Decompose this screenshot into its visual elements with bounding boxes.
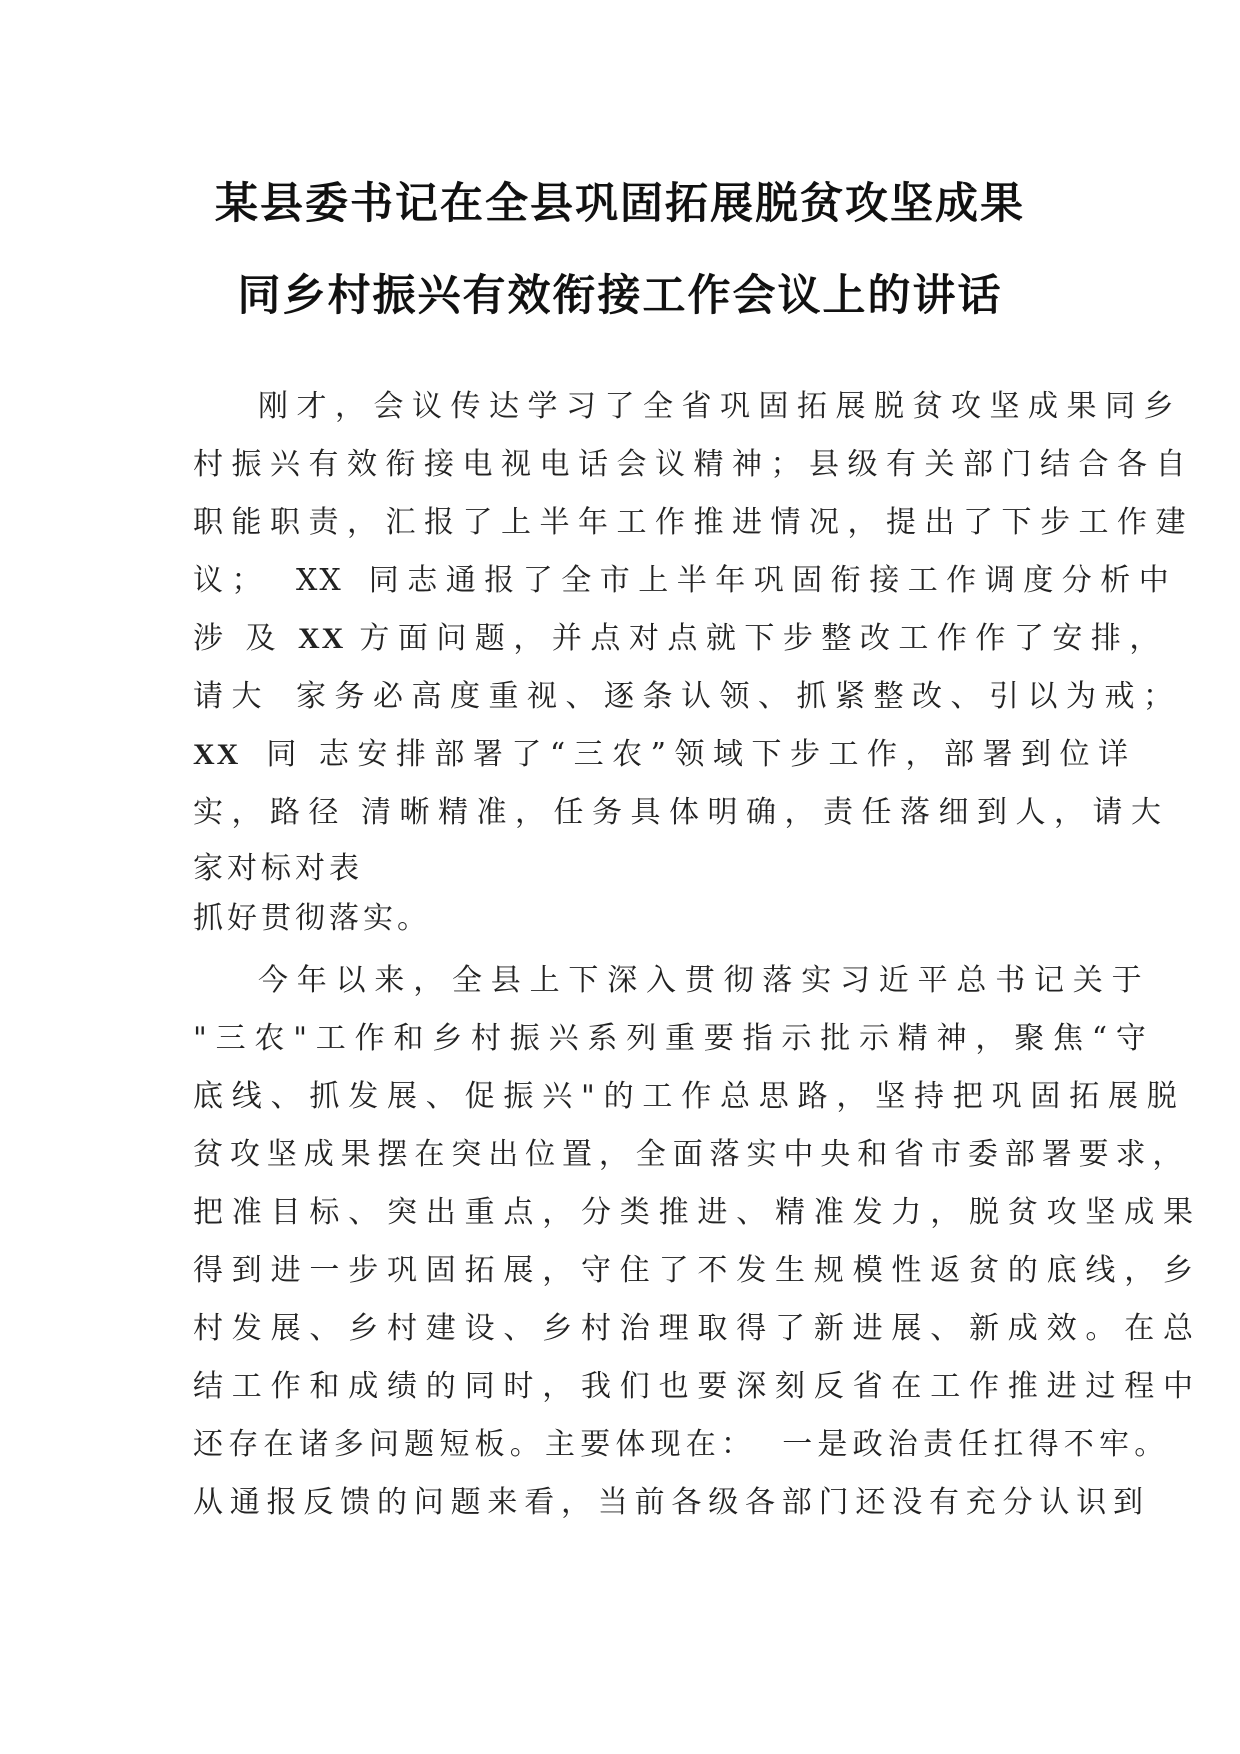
paragraph-1-line-6 [193, 671, 1182, 715]
paragraph-2-line-2: "三农"工作和乡村振兴系列重要指示批示精神，聚焦“守 [193, 1021, 1155, 1056]
paragraph-2-line-8: 结工作和成绩的同时，我们也要深刻反省在工作推进过程中 [193, 1369, 1202, 1404]
line-4-text-a: 议； [193, 563, 270, 598]
paragraph-1-line-2: 村振兴有效衔接电视电话会议精神；县级有关部门结合各自 [193, 447, 1194, 482]
line-9-text-a: 还存在诸多问题短板。主要体现在： [193, 1427, 757, 1462]
paragraph-1-line-4 [193, 555, 1177, 599]
line-6-text-b: 家务必高度重视、逐条认领、抓紧整改、引以为戒； [296, 679, 1182, 714]
line-6-text-a: 请大 [193, 679, 270, 714]
document-title-line-1: 某县委书记在全县巩固拓展脱贫攻坚成果 [215, 179, 1025, 229]
line-4-text-b: XX [296, 563, 343, 598]
paragraph-2-line-5: 把准目标、突出重点，分类推进、精准发力，脱贫攻坚成果 [193, 1195, 1202, 1230]
line-8-text-b: 清晰精准，任务具体明确，责任落细到人，请大 [361, 795, 1170, 830]
line-4-text-c: 同志通报了全市上半年巩固衔接工作调度分析中 [368, 563, 1178, 598]
line-7-text-b: 同 [266, 737, 305, 772]
paragraph-1-line-3: 职能职责，汇报了上半年工作推进情况，提出了下步工作建 [193, 505, 1194, 540]
line-7-text-c: 志安排部署了“三农”领域下步工作，部署到位详 [318, 737, 1137, 772]
line-5-bold-xx: XX [298, 622, 346, 655]
line-9-text-b: 一是政治责任扛得不牢。 [782, 1427, 1170, 1462]
paragraph-2-line-9 [193, 1419, 1169, 1463]
paragraph-2-line-4: 贫攻坚成果摆在突出位置，全面落实中央和省市委部署要求， [193, 1137, 1190, 1172]
line-8-text-a: 实，路径 [193, 795, 347, 830]
paragraph-2-line-3: 底线、抓发展、促振兴"的工作总思路，坚持把巩固拓展脱 [193, 1079, 1186, 1114]
document-title-line-2: 同乡村振兴有效衔接工作会议上的讲话 [237, 271, 1003, 321]
paragraph-2-line-6: 得到进一步巩固拓展，守住了不发生规模性返贫的底线，乡 [193, 1253, 1202, 1288]
paragraph-2-line-10: 从通报反馈的问题来看，当前各级各部门还没有充分认识到 [193, 1485, 1150, 1520]
line-5-text-d: 方面问题，并点对点就下步整改工作作了安排， [359, 621, 1168, 656]
paragraph-1-line-5 [193, 613, 1168, 657]
line-7-bold-xx: XX [193, 738, 241, 771]
paragraph-2-line-1: 今年以来，全县上下深入贯彻落实习近平总书记关于 [258, 963, 1151, 998]
paragraph-1-line-7 [193, 729, 1137, 773]
paragraph-1-line-10: 抓好贯彻落实。 [193, 901, 431, 936]
paragraph-1-line-1: 刚才，会议传达学习了全省巩固拓展脱贫攻坚成果同乡 [258, 389, 1182, 424]
line-5-text-a: 涉 [193, 621, 232, 656]
paragraph-2-line-7: 村发展、乡村建设、乡村治理取得了新进展、新成效。在总 [193, 1311, 1202, 1346]
line-5-text-b: 及 [245, 621, 284, 656]
paragraph-1-line-9: 家对标对表 [193, 851, 363, 886]
paragraph-1-line-8 [193, 787, 1170, 831]
